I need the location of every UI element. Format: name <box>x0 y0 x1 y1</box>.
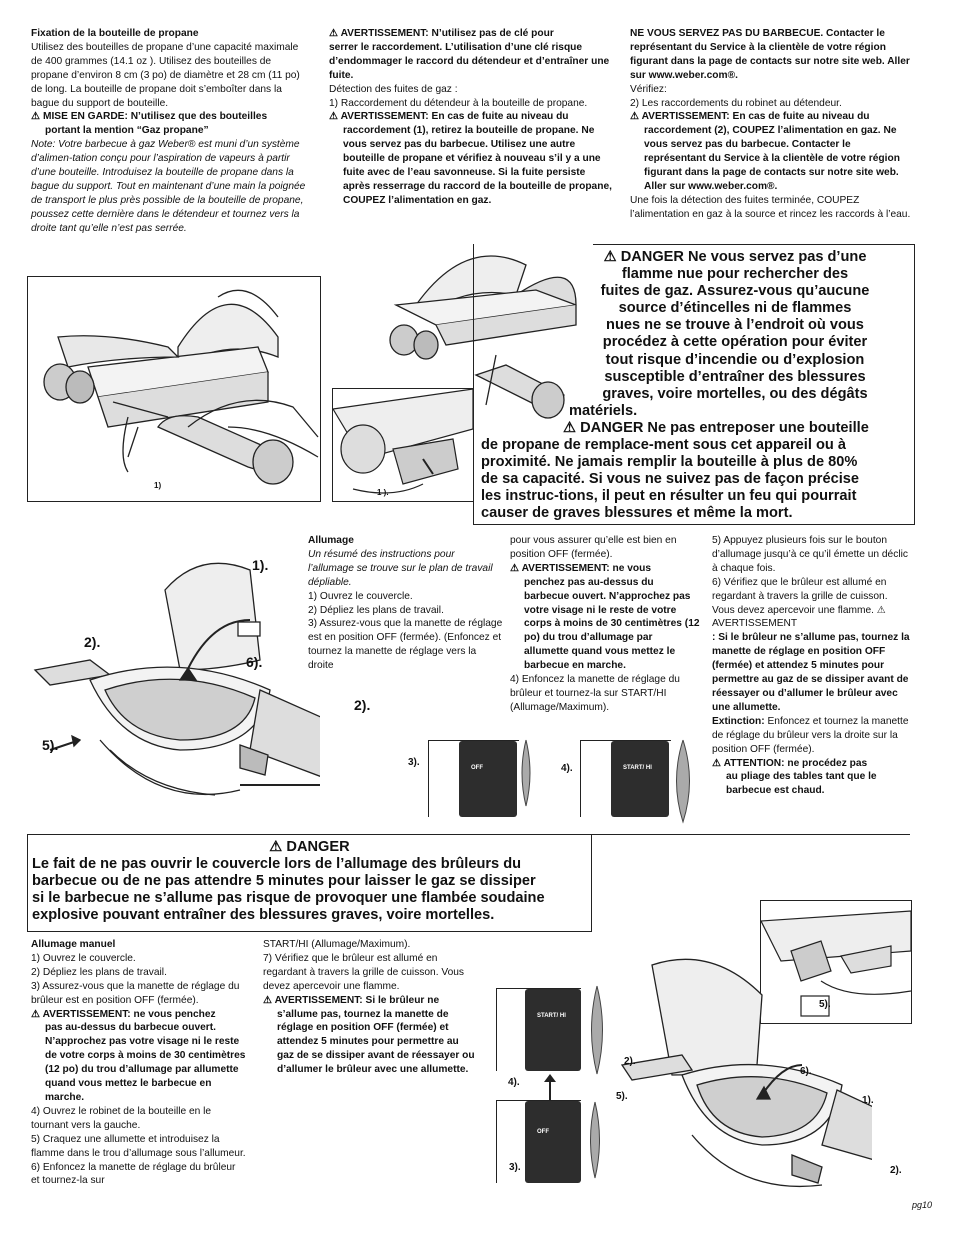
manuel-step2: 2) Dépliez les plans de travail. <box>31 966 167 978</box>
allumage-summary: Un résumé des instructions pour l’allumage se trouve sur le plan de travail dépliable. <box>308 548 493 588</box>
attention-line1: ⚠ ATTENTION: ne procédez pas <box>712 757 868 769</box>
warning2-line1: ⚠ AVERTISSEMENT: En cas de fuite au niveau du <box>329 111 569 123</box>
warning1-line1: ⚠ AVERTISSEMENT: N’utilisez pas de clé pour <box>329 28 554 39</box>
rotate-arrow-icon <box>584 984 610 1076</box>
allumage-warn-line1: ⚠ AVERTISSEMENT: ne vous <box>510 562 652 574</box>
leak-item-1: 1) Raccordement du détendeur à la bouteille de propane. <box>329 97 588 109</box>
allumage-step3: 3) Assurez-vous que la manette de réglage est en position OFF (fermée). (Enfoncez et tournez la manette de réglage vers la droite <box>308 618 503 672</box>
col1-text <box>31 27 307 236</box>
danger2-line: causer de graves blessures et même la mort. <box>481 505 793 522</box>
knob-off-label: OFF <box>471 765 483 771</box>
fig-label-b2a: 2). <box>624 1056 636 1067</box>
caution-line2: portant la mention “Gaz propane” <box>45 125 209 137</box>
fig-label-4: 4). <box>561 763 573 774</box>
fig-label-b5b: 5). <box>616 1091 628 1102</box>
manuel-warn-line1: ⚠ AVERTISSEMENT: ne vous penchez <box>31 1008 216 1020</box>
leak-item-2: 2) Les raccordements du robinet au détendeur. <box>630 97 842 109</box>
warning2-rest: raccordement (1), retirez la bouteille de propane. Ne vous servez pas du barbecue. Utilisez une autre bouteille de propane et vérifiez à nouveau s’il y a une fuite avec de l’eau savonneuse. Si la fuite persiste après resserrage du raccord de la bouteille de propane, COUPEZ l’alimentation en gaz. <box>343 125 612 206</box>
fig-label-b1: 1). <box>862 1095 874 1106</box>
danger2-title: ⚠ DANGER <box>269 839 350 855</box>
danger2-line: proximité. Ne jamais remplir la bouteille à plus de 80% <box>481 454 858 471</box>
knob-panel-b4 <box>496 988 581 1071</box>
knob-start-b <box>525 989 581 1071</box>
fig-label-3: 3). <box>408 757 420 768</box>
grill-manual-illustration <box>612 955 872 1195</box>
danger2-body-line: barbecue ou de ne pas attendre 5 minutes pour laisser le gaz se dissiper <box>32 873 536 890</box>
figure-cylinder-install <box>27 276 321 502</box>
danger-box-2 <box>27 834 592 932</box>
col2-text <box>329 27 614 208</box>
danger1-line: fuites de gaz. Assurez-vous qu’aucune <box>600 283 870 300</box>
manuel-step6b: START/HI (Allumage/Maximum). <box>263 939 411 950</box>
fig-label-b5: 5). <box>819 999 831 1010</box>
col3-text <box>630 27 913 222</box>
danger2-body <box>32 856 592 924</box>
verify-label: Vérifiez: <box>630 83 667 95</box>
warning3-rest: raccordement (2), COUPEZ l’alimentation en gaz. Ne vous servez pas du barbecue. Contacter le représentant du Service à la clientèle de votre région figurant dans la page de contacts sur notre site web. Aller sur www.weber.com®. <box>644 125 900 192</box>
grill-illustration-1 <box>28 277 320 501</box>
no-use-notice: NE VOUS SERVEZ PAS DU BARBECUE. Contacter le représentant du Service à la clientèle de votre région figurant dans la page de contacts sur notre site web. Aller sur www.weber.com®. <box>630 28 910 81</box>
manuel-step3: 3) Assurez-vous que la manette de réglage du brûleur est en position OFF (fermée). <box>31 980 240 1006</box>
danger1-line: tout risque d’incendie ou d’explosion <box>605 351 865 368</box>
manuel-warn2-line1: ⚠ AVERTISSEMENT: Si le brûleur ne <box>263 994 440 1006</box>
manuel-heading: Allumage manuel <box>31 939 116 950</box>
manuel-warn2-rest: s’allume pas, tournez la manette de réglage en position OFF (fermée) et attendez 5 minutes pour permettre au gaz de se dissiper avant de réessayer ou d’allumer le brûleur avec une allumette. <box>277 1008 475 1076</box>
danger2-line: de propane de remplace-ment sous cet appareil ou à <box>481 437 846 454</box>
fixation-para: Utilisez des bouteilles de propane d’une capacité maximale de 400 grammes (14.1 oz ). Utilisez des bouteilles de propane d’environ 8 cm (3 po) de diamètre et 28 cm (11 po) de long. La bouteille de propane doit s’emboîter dans la bague du support de bouteille. <box>31 41 300 109</box>
allumage-step3b: pour vous assurer qu’elle est bien en position OFF (fermée). <box>510 535 677 560</box>
fig-label-5: 5). <box>42 737 59 753</box>
fig-label-6: 6). <box>246 654 263 670</box>
danger2-line: ⚠ DANGER Ne pas entreposer une bouteille <box>563 420 869 436</box>
caution-line1: ⚠ MISE EN GARDE: N’utilisez que des bouteilles <box>31 111 268 123</box>
fig-label-1: 1). <box>252 557 269 573</box>
allumage-col2 <box>510 534 700 715</box>
note-para: Note: Votre barbecue à gaz Weber® est muni d’un système d’alimen-tation conçu pour l’aspiration de vapeurs à partir d’une bouteille. Introduisez la bouteille de propane dans la bague du support. Tout en maintenant d’une main la poignée de transport le plus près possible de la bouteille de propane, poussez cette dernière dans le détendeur et tournez vers la droite tant qu’elle n’est pas serrée. <box>31 139 306 234</box>
figure1-label: 1) <box>154 481 162 490</box>
manuel-col2 <box>263 938 478 1077</box>
allumage-step5: 5) Appuyez plusieurs fois sur le bouton d’allumage jusqu’à ce qu’il émette un déclic à chaque fois. <box>712 535 908 574</box>
knob-off <box>459 741 517 817</box>
danger2-body-line: si le barbecue ne s’allume pas risque de provoquer une flambée soudaine <box>32 890 545 907</box>
after-detection: Une fois la détection des fuites terminée, COUPEZ l’alimentation en gaz à la source et rincez les raccords à l’eau. <box>630 194 911 220</box>
knob-start <box>611 741 669 817</box>
warning1-rest: serrer le raccordement. L’utilisation d’une clé risque d’endommager le raccord du détendeur et d’entraîner une fuite. <box>329 41 610 81</box>
knob-start-label: START/ HI <box>623 765 652 771</box>
extinction-text: Enfoncez et tournez la manette de réglage du brûleur vers la droite sur la position OFF (fermée). <box>712 715 909 755</box>
allumage-step1: 1) Ouvrez le couvercle. <box>308 590 413 602</box>
fig-label-2a: 2). <box>84 634 101 650</box>
allumage-step2: 2) Dépliez les plans de travail. <box>308 604 444 616</box>
rotate-arrow-icon <box>668 738 698 824</box>
danger1-line: flamme nue pour rechercher des <box>621 266 849 283</box>
knob-off-b-label: OFF <box>537 1129 549 1135</box>
attention-rest: au pliage des tables tant que le barbecue est chaud. <box>726 771 877 797</box>
danger2-line: les instruc-tions, il peut en résulter un feu qui pourrait <box>481 488 857 505</box>
danger2-body-line: Le fait de ne pas ouvrir le couvercle lors de l’allumage des brûleurs du <box>32 856 522 872</box>
fig-label-b3: 3). <box>509 1162 521 1173</box>
page-number: pg10 <box>912 1200 933 1210</box>
allumage-col1 <box>308 534 503 673</box>
rotate-arrow-icon <box>584 1100 606 1180</box>
knob-start-b-label: START/ HI <box>537 1013 566 1019</box>
allumage-step6: 6) Vérifiez que le brûleur est allumé en regardant à travers la grille de cuisson. Vous devez apercevoir une flamme. ⚠ AVERTISSEMENT <box>712 576 888 630</box>
warning3-line1: ⚠ AVERTISSEMENT: En cas de fuite au niveau du <box>630 111 870 123</box>
manuel-step4: 4) Ouvrez le robinet de la bouteille en le tournant vers la gauche. <box>31 1105 212 1131</box>
heading-fixation: Fixation de la bouteille de propane <box>31 28 199 39</box>
section-divider <box>590 834 910 835</box>
danger1-line: graves, voire mortelles, ou des dégâts <box>602 385 868 402</box>
manuel-warn-rest: pas au-dessus du barbecue ouvert. N’approchez pas votre visage ni le reste de votre corps à moins de 30 centimètres (12 po) du trou d’allumage par allumette quand vous mettez le barbecue en marche. <box>45 1022 246 1103</box>
danger2-body-line: explosive pouvant entraîner des blessures graves, voire mortelles. <box>32 907 495 924</box>
manuel-col1 <box>31 938 246 1188</box>
danger1-line: procédez à cette opération pour éviter <box>602 334 868 351</box>
danger1-line: susceptible d’entraîner des blessures <box>604 368 866 385</box>
knob-panel-3 <box>428 740 519 817</box>
knob-off-b <box>525 1101 581 1183</box>
allumage-heading: Allumage <box>308 535 354 546</box>
figure-detail-inset <box>332 388 474 502</box>
extinction-heading: Extinction: <box>712 715 765 727</box>
manuel-step6: 6) Enfoncez la manette de réglage du brûleur et tournez-la sur <box>31 1161 236 1187</box>
fig-label-b2b: 2). <box>890 1165 902 1176</box>
danger-box-1-text-a <box>565 249 905 420</box>
danger-box-1-top-border <box>593 244 914 245</box>
knob-panel-4 <box>580 740 671 817</box>
detail-label: 1 ). <box>377 488 389 497</box>
danger1-line: matériels. <box>569 402 638 419</box>
allumage-step4: 4) Enfoncez la manette de réglage du brûleur et tournez-la sur START/HI (Allumage/Maximum). <box>510 674 680 713</box>
danger1-line: nues ne se trouve à l’endroit où vous <box>606 317 864 334</box>
grill-lighting-illustration <box>10 550 320 810</box>
leak-detection: Détection des fuites de gaz : <box>329 83 458 95</box>
danger1-line: source d’étincelles ni de flammes <box>618 300 852 317</box>
allumage-warn-rest: penchez pas au-dessus du barbecue ouvert. N’approchez pas votre visage ni le reste de votre corps à moins de 30 centimètres (12 po) du trou d’allumage par allumette quand vous mettez le barbecue en marche. <box>524 576 700 672</box>
allumage-col3 <box>712 534 912 798</box>
manuel-step7: 7) Vérifiez que le brûleur est allumé en regardant à travers la grille de cuisson. Vous devez apercevoir une flamme. <box>263 952 465 992</box>
danger-box-1-text-b <box>481 420 909 523</box>
rotate-arrow-icon <box>516 738 536 808</box>
fig-label-b4: 4). <box>508 1077 520 1088</box>
allumage-step6-warn: : Si le brûleur ne s’allume pas, tournez la manette de réglage en position OFF (fermée) et attendez 5 minutes pour permettre au gaz de se dissiper avant de réessayer ou d’allumer le brûleur avec une allumette. <box>712 632 910 713</box>
danger2-line: de sa capacité. Si vous ne suivez pas de façon précise <box>481 471 859 488</box>
detail-illustration <box>333 389 473 501</box>
manuel-step1: 1) Ouvrez le couvercle. <box>31 952 136 964</box>
danger1-line: ⚠ DANGER Ne vous servez pas d’une <box>603 249 867 265</box>
fig-label-2b: 2). <box>354 697 371 713</box>
manuel-step5: 5) Craquez une allumette et introduisez la flamme dans le trou d’allumage sous l’allumeur. <box>31 1133 246 1159</box>
fig-label-b6: 6). <box>800 1066 812 1077</box>
